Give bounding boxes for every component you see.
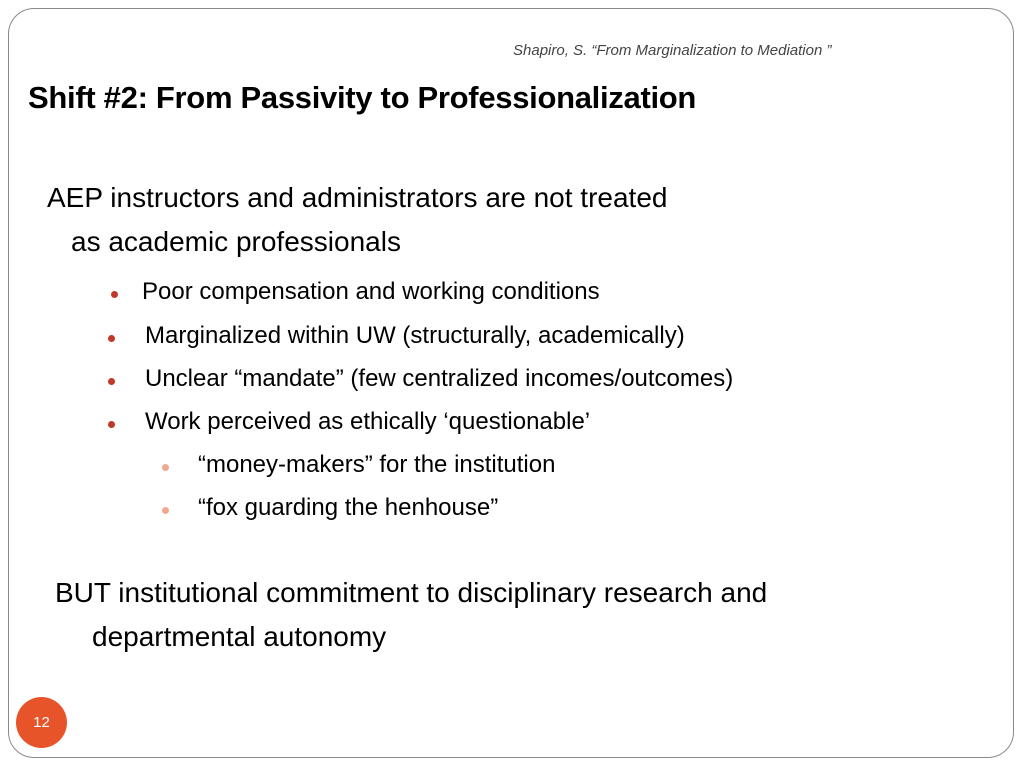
page-number: 12 <box>33 714 50 731</box>
paragraph-but <box>55 571 767 659</box>
bullet-text: Work perceived as ethically ‘questionable’ <box>145 408 591 435</box>
paragraph-aep <box>47 176 667 264</box>
paragraph-aep-line-1: AEP instructors and administrators are not treated <box>47 182 668 213</box>
bullet-dot-icon <box>108 421 115 428</box>
bullet-item <box>145 365 733 393</box>
bullet-item <box>145 322 685 350</box>
subbullet-dot-icon <box>162 507 169 514</box>
bullet-item <box>145 408 590 436</box>
bullet-item <box>142 278 600 306</box>
paragraph-but-line-1: BUT institutional commitment to disciplinary research and <box>55 577 768 608</box>
bullet-text: Poor compensation and working conditions <box>142 278 600 305</box>
subbullet-item <box>198 451 555 479</box>
bullet-dot-icon <box>111 291 118 298</box>
citation: Shapiro, S. “From Marginalization to Mediation ” <box>513 42 832 59</box>
subbullet-item <box>198 494 498 522</box>
subbullet-text: “money-makers” for the institution <box>198 451 556 478</box>
paragraph-aep-line-2: as academic professionals <box>71 226 401 257</box>
paragraph-but-line-2: departmental autonomy <box>92 621 387 652</box>
bullet-dot-icon <box>108 378 115 385</box>
subbullet-text: “fox guarding the henhouse” <box>198 494 499 521</box>
bullet-dot-icon <box>108 335 115 342</box>
bullet-text: Marginalized within UW (structurally, academically) <box>145 322 685 349</box>
page-number-badge <box>16 697 67 748</box>
bullet-text: Unclear “mandate” (few centralized incomes/outcomes) <box>145 365 734 392</box>
slide-title: Shift #2: From Passivity to Professionalization <box>28 80 697 115</box>
subbullet-dot-icon <box>162 464 169 471</box>
